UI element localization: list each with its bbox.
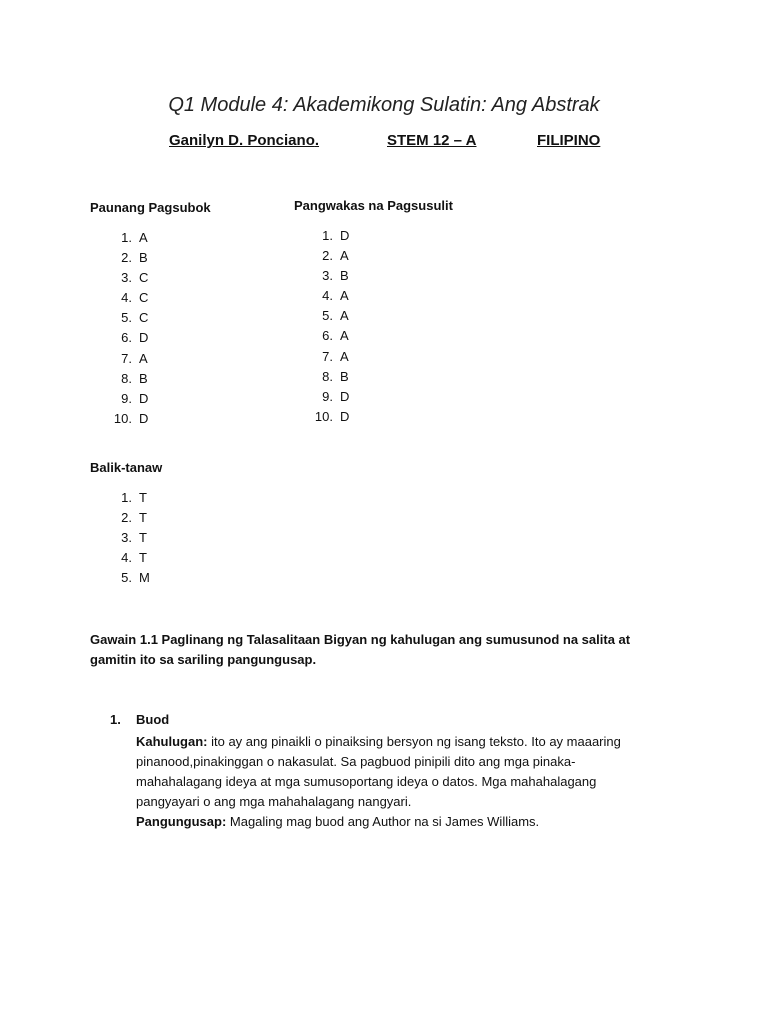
list-item-answer: A <box>139 350 148 366</box>
list-item-number: 9. <box>121 390 132 406</box>
vocab-item-word: Buod <box>136 712 170 727</box>
list-item-number: 4. <box>121 290 132 306</box>
list-item-number: 10. <box>113 410 132 426</box>
list-item-answer: A <box>340 328 349 344</box>
list-item-answer: A <box>340 308 349 324</box>
list-item-answer: A <box>340 348 349 364</box>
list-item <box>307 347 349 367</box>
list-item <box>307 306 349 326</box>
list-item <box>106 288 148 308</box>
list-item-number: 3. <box>322 268 333 284</box>
list-item-answer: B <box>139 250 148 266</box>
vocab-item-body <box>136 732 656 832</box>
list-item <box>106 228 148 248</box>
list-item-answer: D <box>340 388 350 404</box>
balik-tanaw-heading: Balik-tanaw <box>90 460 163 475</box>
list-item-number: 1. <box>322 228 333 243</box>
list-item-number: 7. <box>121 350 132 366</box>
list-item <box>307 246 349 266</box>
list-item-number: 8. <box>322 368 333 384</box>
list-item-number: 3. <box>121 270 132 286</box>
list-item <box>307 266 349 286</box>
list-item-number: 8. <box>121 370 132 386</box>
list-item <box>106 268 148 288</box>
list-item <box>106 308 148 328</box>
list-item-answer: T <box>139 530 147 546</box>
pangwakas-heading: Pangwakas na Pagsusulit <box>294 198 453 213</box>
list-item-number: 4. <box>121 550 132 566</box>
list-item-answer: D <box>340 408 350 424</box>
paunang-heading: Paunang Pagsubok <box>90 200 211 215</box>
list-item-answer: T <box>139 510 147 526</box>
list-item <box>106 508 150 528</box>
vocab-item-heading <box>110 712 169 727</box>
list-item-answer: A <box>340 288 349 304</box>
list-item-answer: C <box>139 270 149 286</box>
list-item <box>106 349 148 369</box>
list-item-number: 3. <box>121 530 132 546</box>
list-item-answer: C <box>139 310 149 326</box>
kahulugan-text: ito ay ang pinaikli o pinaiksing bersyon ng isang teksto. Ito ay maaaring pinanood,pinakinggan o nakasulat. Sa pagbuod pinipili dito ang mga pinaka-mahahalagang ideya at mga sumusoportang ideya o datos. Mga mahahalagang pangyayari o ang mga mahahalagang nangyari. <box>136 734 621 809</box>
list-item-answer: D <box>139 330 149 346</box>
list-item-answer: M <box>139 570 150 586</box>
list-item-number: 1. <box>121 490 132 505</box>
list-item-answer: D <box>340 228 350 243</box>
list-item <box>307 407 349 427</box>
list-item <box>106 488 150 508</box>
list-item <box>307 286 349 306</box>
list-item-answer: C <box>139 290 149 306</box>
list-item-number: 10. <box>314 408 333 424</box>
student-name-text: Ganilyn D. Ponciano <box>169 132 315 149</box>
list-item <box>106 409 148 429</box>
list-item-number: 1. <box>121 230 132 245</box>
list-item-number: 2. <box>121 250 132 266</box>
kahulugan-label: Kahulugan: <box>136 734 208 749</box>
pangungusap-text: Magaling mag buod ang Author na si James Williams. <box>226 814 540 829</box>
list-item-answer: D <box>139 390 149 406</box>
list-item-number: 7. <box>322 348 333 364</box>
pangwakas-answer-list <box>307 226 349 427</box>
pangungusap-label: Pangungusap: <box>136 814 227 829</box>
vocab-item-number: 1. <box>110 712 121 727</box>
list-item <box>106 328 148 348</box>
list-item <box>106 369 148 389</box>
page-title: Q1 Module 4: Akademikong Sulatin: Ang Abstrak <box>168 94 600 116</box>
list-item-number: 4. <box>322 288 333 304</box>
list-item-number: 5. <box>322 308 333 324</box>
list-item <box>307 367 349 387</box>
paunang-answer-list <box>106 228 148 429</box>
list-item <box>106 389 148 409</box>
list-item <box>106 528 150 548</box>
gawain-instruction: Gawain 1.1 Paglinang ng Talasalitaan Bigyan ng kahulugan ang sumusunod na salita at gamitin ito sa sariling pangungusap. <box>90 632 631 667</box>
list-item <box>106 248 148 268</box>
list-item-answer: B <box>340 368 349 384</box>
list-item <box>307 387 349 407</box>
list-item-answer: T <box>139 490 147 505</box>
list-item-number: 9. <box>322 388 333 404</box>
list-item-answer: A <box>340 248 349 264</box>
student-name <box>169 132 319 149</box>
student-name-suffix: . <box>314 132 320 149</box>
list-item-number: 6. <box>121 330 132 346</box>
list-item-number: 5. <box>121 310 132 326</box>
subject-label: FILIPINO <box>537 132 601 149</box>
list-item-number: 5. <box>121 570 132 586</box>
list-item-answer: B <box>139 370 148 386</box>
list-item <box>307 226 349 246</box>
list-item <box>106 548 150 568</box>
list-item <box>106 568 150 588</box>
list-item-answer: B <box>340 268 349 284</box>
list-item-answer: D <box>139 410 149 426</box>
list-item-number: 2. <box>121 510 132 526</box>
balik-tanaw-answer-list <box>106 488 150 588</box>
list-item-answer: T <box>139 550 147 566</box>
list-item <box>307 326 349 346</box>
list-item-number: 6. <box>322 328 333 344</box>
list-item-number: 2. <box>322 248 333 264</box>
section-label: STEM 12 – A <box>387 132 477 149</box>
list-item-answer: A <box>139 230 148 245</box>
